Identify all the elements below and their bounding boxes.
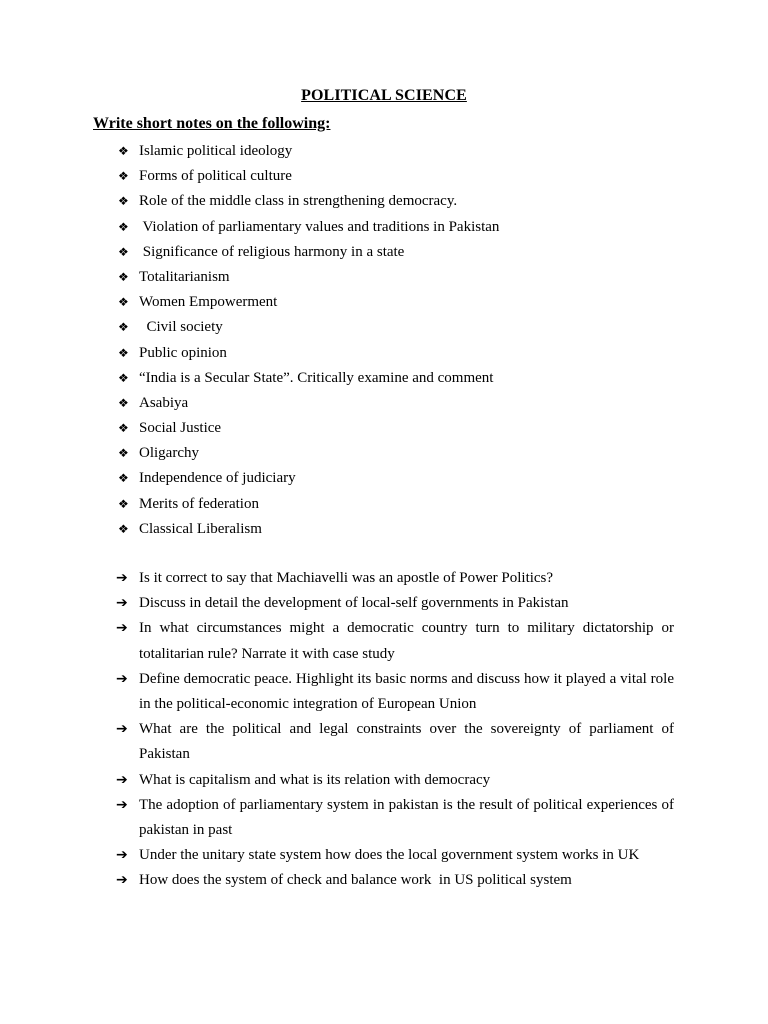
arrow-bullet-icon: ➔ [116, 771, 128, 788]
question-text: What is capitalism and what is its relation with democracy [139, 771, 491, 788]
short-notes-list [118, 139, 678, 542]
question-item [116, 868, 674, 893]
note-text: Islamic political ideology [139, 143, 293, 159]
question-text: Define democratic peace. Highlight its basic norms and discuss how it played a vital role in the political-economic integration of European Union [139, 670, 678, 713]
note-item [118, 416, 678, 441]
note-item [118, 139, 678, 164]
diamond-bullet-icon: ❖ [118, 521, 129, 536]
diamond-bullet-icon: ❖ [118, 219, 129, 234]
questions-list [116, 566, 678, 894]
note-text: Civil society [139, 319, 223, 336]
note-text: Independence of judiciary [139, 470, 296, 487]
note-item [118, 466, 678, 491]
question-text: What are the political and legal constraints over the sovereignty of parliament of Pakistan [139, 721, 678, 763]
arrow-bullet-icon: ➔ [116, 847, 128, 864]
section-heading: Write short notes on the following: [93, 115, 331, 132]
diamond-bullet-icon: ❖ [118, 320, 129, 335]
note-text: Forms of political culture [139, 168, 292, 185]
question-text: The adoption of parliamentary system in pakistan is the result of political experiences of pakistan in past [139, 796, 678, 839]
question-item [116, 667, 678, 717]
diamond-bullet-icon: ❖ [118, 496, 129, 511]
note-text: “India is a Secular State”. Critically examine and comment [139, 369, 494, 386]
note-text: Women Empowerment [139, 294, 278, 311]
question-text: How does the system of check and balance work in US political system [139, 872, 572, 889]
question-item [116, 843, 674, 868]
arrow-bullet-icon: ➔ [116, 721, 128, 738]
arrow-bullet-icon: ➔ [116, 570, 128, 586]
arrow-bullet-icon: ➔ [116, 796, 128, 813]
note-text: Role of the middle class in strengthening democracy. [139, 193, 458, 210]
arrow-bullet-icon: ➔ [116, 620, 128, 637]
note-text: Public opinion [139, 344, 227, 361]
note-item [118, 315, 678, 340]
note-text: Oligarchy [139, 445, 199, 462]
note-text: Violation of parliamentary values and traditions in Pakistan [139, 218, 500, 235]
diamond-bullet-icon: ❖ [118, 169, 129, 184]
note-text: Classical Liberalism [139, 520, 262, 537]
question-item [116, 566, 674, 591]
note-text: Totalitarianism [139, 268, 230, 285]
note-item [118, 517, 678, 542]
diamond-bullet-icon: ❖ [118, 421, 129, 436]
diamond-bullet-icon: ❖ [118, 345, 129, 360]
diamond-bullet-icon: ❖ [118, 144, 129, 158]
note-text: Significance of religious harmony in a state [139, 243, 405, 260]
note-item [118, 215, 678, 240]
question-item [116, 591, 674, 616]
note-item [118, 391, 678, 416]
question-item [116, 793, 678, 843]
diamond-bullet-icon: ❖ [118, 295, 129, 310]
note-item [118, 240, 678, 265]
question-text: Discuss in detail the development of local-self governments in Pakistan [139, 595, 569, 612]
diamond-bullet-icon: ❖ [118, 370, 129, 385]
note-item [118, 492, 678, 517]
note-item [118, 441, 678, 466]
note-text: Merits of federation [139, 495, 259, 512]
arrow-bullet-icon: ➔ [116, 670, 128, 687]
arrow-bullet-icon: ➔ [116, 595, 128, 612]
question-text: Is it correct to say that Machiavelli was an apostle of Power Politics? [139, 570, 554, 586]
arrow-bullet-icon: ➔ [116, 872, 128, 889]
question-item [116, 717, 678, 767]
note-item [118, 164, 678, 189]
question-item [116, 616, 678, 666]
question-text: Under the unitary state system how does the local government system works in UK [139, 847, 640, 864]
note-item [118, 341, 678, 366]
note-text: Asabiya [139, 394, 189, 411]
diamond-bullet-icon: ❖ [118, 244, 129, 259]
question-text: In what circumstances might a democratic country turn to military dictatorship or totalitarian rule? Narrate it with case study [139, 620, 678, 662]
note-item [118, 265, 678, 290]
page-title: POLITICAL SCIENCE [301, 87, 467, 104]
question-item [116, 768, 674, 793]
note-item [118, 290, 678, 315]
diamond-bullet-icon: ❖ [118, 446, 129, 461]
diamond-bullet-icon: ❖ [118, 471, 129, 486]
diamond-bullet-icon: ❖ [118, 194, 129, 209]
note-text: Social Justice [139, 420, 222, 437]
diamond-bullet-icon: ❖ [118, 269, 129, 284]
note-item [118, 189, 678, 214]
diamond-bullet-icon: ❖ [118, 395, 129, 410]
note-item [118, 366, 678, 391]
